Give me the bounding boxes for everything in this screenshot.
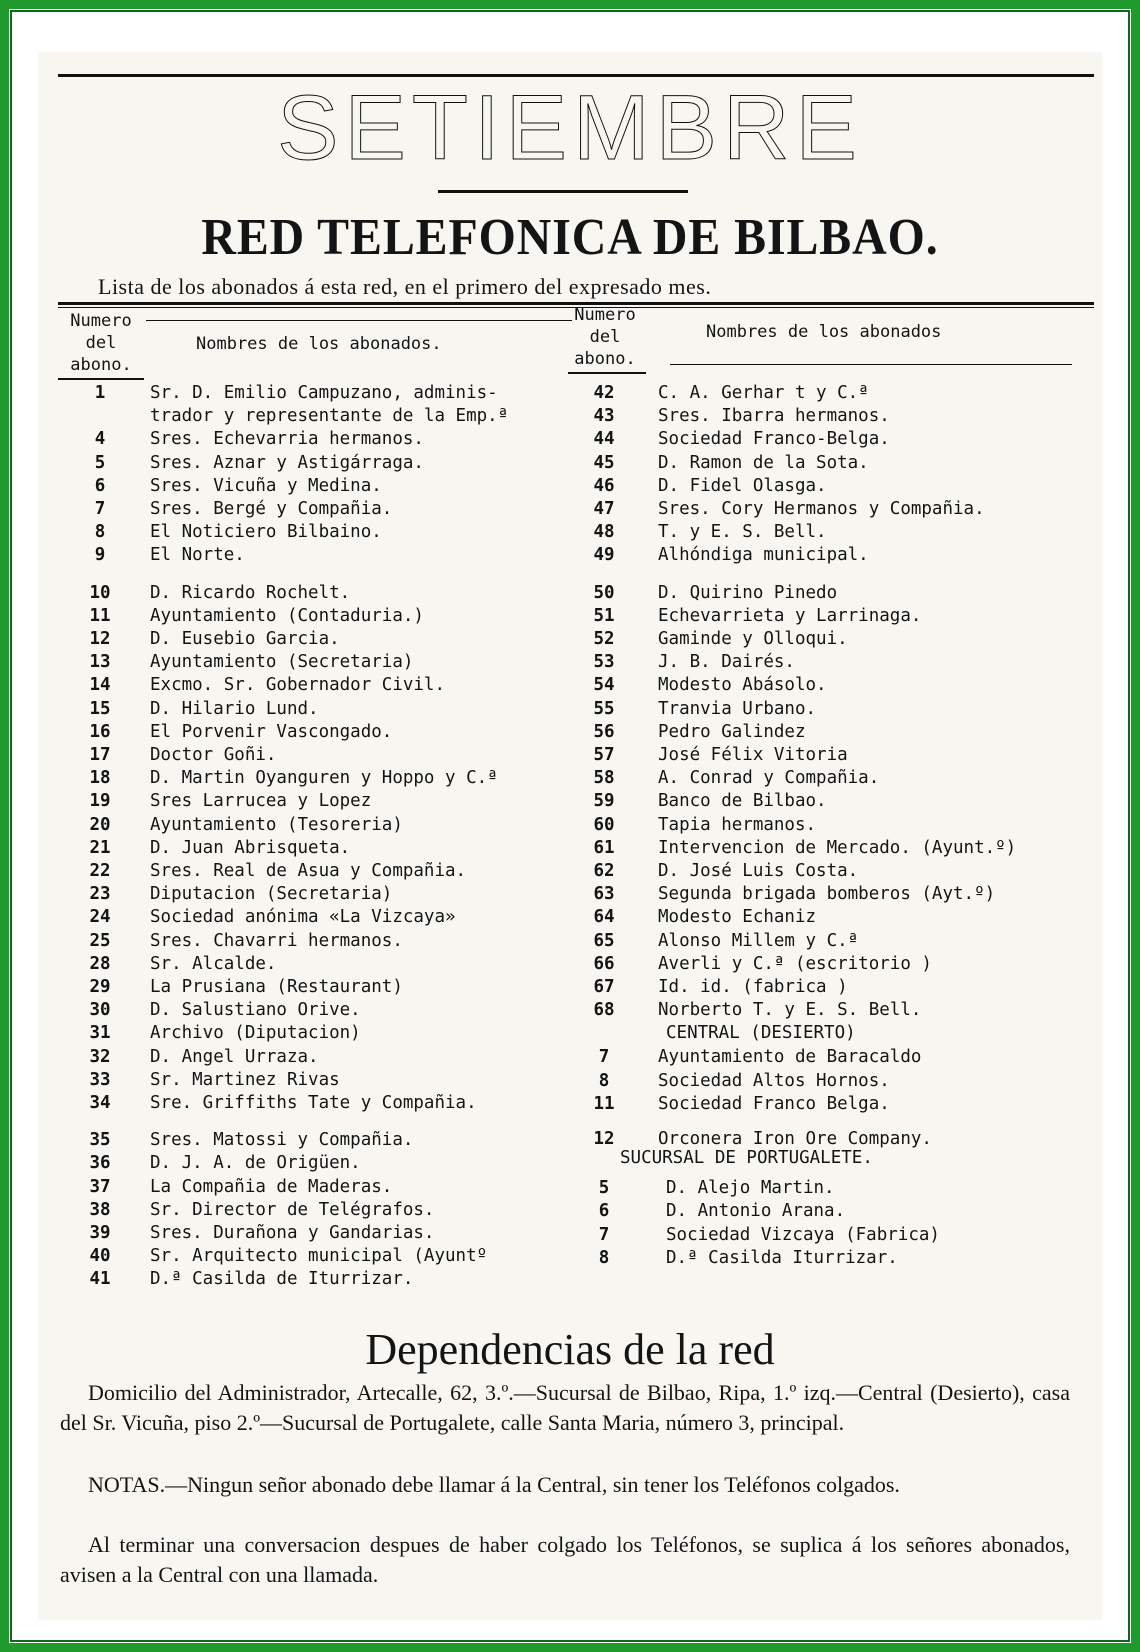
- abono-number: 43: [593, 406, 615, 427]
- notas-text: NOTAS.—Ningun señor abonado debe llamar á la Central, sin tener los Teléfonos colgados.: [88, 1472, 900, 1497]
- abono-number: 12: [593, 1129, 615, 1149]
- abonado-name: D. José Luis Costa.: [658, 861, 859, 881]
- abono-number: 61: [593, 837, 615, 858]
- abono-number: 45: [593, 452, 615, 473]
- abonado-name: El Porvenir Vascongado.: [150, 721, 393, 742]
- abono-number: 5: [94, 452, 106, 473]
- abono-number: 25: [89, 930, 111, 951]
- abono-number: 7: [94, 499, 106, 519]
- abonado-name: Tranvia Urbano.: [658, 698, 817, 719]
- abonado-name: D. Juan Abrisqueta.: [150, 837, 351, 858]
- abonado-name: El Norte.: [150, 545, 245, 566]
- abono-number: 24: [89, 907, 111, 928]
- final-text: Al terminar una conversacion despues de haber colgado los Teléfonos, se suplica á los señores abonados, avisen a la Central con una llamada.: [60, 1532, 1070, 1587]
- abono-number: 7: [598, 1047, 610, 1068]
- abonado-name: Doctor Goñi.: [150, 745, 277, 765]
- abonado-name: Sres. Echevarria hermanos.: [150, 429, 424, 450]
- abonado-name: Id. id. (fabrica ): [658, 977, 848, 997]
- abono-number: 4: [94, 429, 106, 450]
- abonado-name: La Prusiana (Restaurant): [150, 977, 403, 997]
- abonado-name: Ayuntamiento de Baracaldo: [658, 1047, 922, 1068]
- abonado-name: Sociedad Vizcaya (Fabrica): [666, 1224, 940, 1245]
- abono-number: 54: [593, 675, 615, 696]
- abonado-name: D. Antonio Arana.: [666, 1201, 846, 1222]
- abonado-name: Tapia hermanos.: [658, 814, 817, 835]
- abono-number: 56: [593, 721, 615, 742]
- abono-number: 12: [89, 629, 111, 649]
- abonado-name: Sres Larrucea y Lopez: [150, 791, 372, 812]
- abono-number: 48: [593, 522, 615, 543]
- abonado-name: Sres. Chavarri hermanos.: [150, 930, 403, 951]
- abonado-name: Sres. Vicuña y Medina.: [150, 475, 382, 496]
- abono-number: 66: [593, 953, 615, 974]
- abono-number: 29: [89, 977, 111, 997]
- abono-number: 55: [593, 698, 615, 719]
- abono-number: 34: [89, 1093, 111, 1113]
- abono-number: 33: [89, 1069, 111, 1090]
- abono-number: 19: [89, 791, 111, 812]
- abono-number: 6: [598, 1201, 610, 1222]
- abonado-name: D. Angel Urraza.: [150, 1046, 319, 1067]
- abono-number: 8: [94, 522, 106, 543]
- abono-number: 52: [593, 629, 615, 649]
- abonado-name: D. Martin Oyanguren y Hoppo y C.ª: [150, 768, 498, 789]
- abonado-name: Archivo (Diputacion): [150, 1023, 361, 1044]
- abono-number: 28: [89, 953, 111, 974]
- abonado-name: Sres. Aznar y Astigárraga.: [150, 452, 424, 473]
- abonado-name: Orconera Iron Ore Company.: [658, 1129, 932, 1149]
- abono-number: 11: [593, 1093, 615, 1114]
- abono-number: 13: [89, 652, 111, 673]
- abonado-name: trador y representante de la Emp.ª: [150, 406, 509, 427]
- abonado-name: Sre. Griffiths Tate y Compañia.: [150, 1093, 477, 1113]
- abonado-name: Ayuntamiento (Contaduria.): [150, 605, 424, 626]
- abono-number: 30: [89, 1000, 111, 1021]
- abono-number: 41: [89, 1269, 111, 1290]
- abonado-name: Norberto T. y E. S. Bell.: [658, 1000, 922, 1021]
- abono-number: 60: [593, 814, 615, 835]
- right-num-header: Numero del abono.: [574, 305, 636, 369]
- abonado-name: Sr. Martinez Rivas: [150, 1069, 340, 1090]
- abonado-name: Sres. Cory Hermanos y Compañia.: [658, 499, 985, 519]
- abono-number: 16: [89, 721, 111, 742]
- abonado-name: D. Salustiano Orive.: [150, 1000, 361, 1021]
- abono-number: 32: [89, 1046, 111, 1067]
- abono-number: 46: [593, 475, 615, 496]
- abono-number: 18: [89, 768, 111, 789]
- abonado-name: D. Alejo Martin.: [666, 1178, 835, 1199]
- abono-number: 67: [593, 977, 615, 997]
- abonado-name: Sres. Real de Asua y Compañia.: [150, 861, 467, 881]
- abonado-name: Sociedad Franco Belga.: [658, 1093, 890, 1114]
- left-num-header: Numero del abono.: [70, 311, 132, 375]
- abonado-name: Ayuntamiento (Secretaria): [150, 652, 414, 673]
- abonado-name: T. y E. S. Bell.: [658, 522, 827, 543]
- abono-number: 10: [89, 582, 111, 603]
- newspaper-clipping: [38, 52, 1102, 1620]
- abonado-name: Sociedad Altos Hornos.: [658, 1070, 890, 1091]
- abonado-name: Ayuntamiento (Tesoreria): [150, 814, 403, 835]
- abono-number: 59: [593, 791, 615, 812]
- abono-number: 5: [598, 1178, 610, 1199]
- abono-number: 6: [94, 475, 106, 496]
- abono-number: 51: [593, 605, 615, 626]
- abonado-name: J. B. Dairés.: [658, 652, 795, 673]
- abono-number: 58: [593, 768, 615, 789]
- abonado-name: D.ª Casilda de Iturrizar.: [150, 1269, 414, 1290]
- abono-number: 57: [593, 745, 615, 765]
- abonado-name: Excmo. Sr. Gobernador Civil.: [150, 675, 446, 696]
- abonado-name: D.ª Casilda Iturrizar.: [666, 1247, 898, 1268]
- dependencias-title: Dependencias de la red: [365, 1325, 775, 1374]
- abono-number: 63: [593, 884, 615, 905]
- abono-number: 14: [89, 675, 111, 696]
- intro-line: Lista de los abonados á esta red, en el primero del expresado mes.: [98, 274, 712, 299]
- abonado-name: A. Conrad y Compañia.: [658, 768, 880, 789]
- abono-number: 21: [89, 837, 111, 858]
- abono-number: 47: [593, 499, 615, 519]
- abonado-name: Sr. Arquitecto municipal (Ayuntº: [150, 1246, 488, 1267]
- abonado-name: Segunda brigada bomberos (Ayt.º): [658, 884, 996, 905]
- abono-number: 36: [89, 1153, 111, 1174]
- abonado-name: La Compañia de Maderas.: [150, 1176, 393, 1197]
- abonado-name: Pedro Galindez: [658, 721, 806, 742]
- right-name-header: Nombres de los abonados: [706, 322, 942, 342]
- central-heading: CENTRAL (DESIERTO): [666, 1023, 856, 1044]
- abono-number: 17: [89, 745, 111, 765]
- right-name-underline: [670, 364, 1072, 365]
- title-underline: [438, 190, 688, 193]
- abono-number: 68: [593, 1000, 615, 1021]
- abono-number: 50: [593, 582, 615, 603]
- right-num-underline: [568, 372, 646, 374]
- abono-number: 53: [593, 652, 615, 673]
- abonado-name: D. J. A. de Origüen.: [150, 1153, 361, 1174]
- left-name-overline: [146, 320, 572, 321]
- subtitle: RED TELEFONICA DE BILBAO.: [201, 209, 939, 266]
- abonado-name: Sres. Matossi y Compañia.: [150, 1130, 414, 1151]
- abono-number: 7: [598, 1224, 610, 1245]
- abonado-name: Banco de Bilbao.: [658, 791, 827, 812]
- abonado-name: Sr. D. Emilio Campuzano, adminis-: [150, 383, 498, 403]
- abonado-name: Modesto Echaniz: [658, 907, 817, 928]
- abono-number: 31: [89, 1023, 111, 1044]
- abonado-name: Sres. Bergé y Compañia.: [150, 499, 393, 519]
- abonado-name: Gaminde y Olloqui.: [658, 629, 848, 649]
- abonado-name: D. Fidel Olasga.: [658, 475, 827, 496]
- abonado-name: José Félix Vitoria: [658, 745, 848, 765]
- abono-number: 22: [89, 861, 111, 881]
- abono-number: 65: [593, 930, 615, 951]
- left-num-underline: [58, 378, 144, 380]
- abono-number: 49: [593, 545, 615, 566]
- abonado-name: Alhóndiga municipal.: [658, 545, 869, 566]
- abonado-name: D. Hilario Lund.: [150, 698, 319, 719]
- abonado-name: D. Quirino Pinedo: [658, 582, 838, 603]
- abono-number: 15: [89, 698, 111, 719]
- abonado-name: C. A. Gerhar t y C.ª: [658, 383, 869, 403]
- abonado-name: D. Ricardo Rochelt.: [150, 582, 351, 603]
- abono-number: 42: [593, 383, 615, 403]
- abonado-name: Echevarrieta y Larrinaga.: [658, 605, 922, 626]
- dependencias-text: Domicilio del Administrador, Artecalle, 62, 3.º.—Sucursal de Bilbao, Ripa, 1.º izq.—Central (Desierto), casa del Sr. Vicuña, piso 2.º—Sucursal de Portugalete, calle Santa Maria, número 3, principal.: [60, 1380, 1070, 1435]
- left-name-header: Nombres de los abonados.: [196, 334, 442, 354]
- abono-number: 40: [89, 1246, 111, 1267]
- abonado-name: Alonso Millem y C.ª: [658, 930, 859, 951]
- abonado-name: Averli y C.ª (escritorio ): [658, 953, 932, 974]
- abono-number: 37: [89, 1176, 111, 1197]
- abonado-name: Diputacion (Secretaria): [150, 884, 393, 905]
- abonado-name: Sres. Durañona y Gandarias.: [150, 1223, 435, 1243]
- abono-number: 8: [598, 1070, 610, 1091]
- abono-number: 1: [94, 383, 106, 403]
- abono-number: 9: [94, 545, 106, 566]
- abono-number: 62: [593, 861, 615, 881]
- abono-number: 11: [89, 605, 111, 626]
- abonado-name: Sr. Alcalde.: [150, 953, 277, 974]
- portugalete-heading: SUCURSAL DE PORTUGALETE.: [620, 1148, 873, 1169]
- abonado-name: Intervencion de Mercado. (Ayunt.º): [658, 837, 1017, 858]
- abono-number: 44: [593, 429, 615, 450]
- abono-number: 39: [89, 1223, 111, 1243]
- abono-number: 23: [89, 884, 111, 905]
- abono-number: 35: [89, 1130, 111, 1151]
- abonado-name: El Noticiero Bilbaino.: [150, 522, 382, 543]
- page-title: SETIEMBRE: [277, 77, 863, 179]
- abonado-name: Sociedad Franco-Belga.: [658, 429, 890, 450]
- abonado-name: Sres. Ibarra hermanos.: [658, 406, 890, 427]
- abono-number: 64: [593, 907, 615, 928]
- abonado-name: Sociedad anónima «La Vizcaya»: [150, 907, 456, 928]
- abono-number: 20: [89, 814, 111, 835]
- abono-number: 38: [89, 1199, 111, 1220]
- abonado-name: Modesto Abásolo.: [658, 675, 827, 696]
- abonado-name: D. Eusebio Garcia.: [150, 629, 340, 649]
- abonado-name: Sr. Director de Telégrafos.: [150, 1199, 435, 1220]
- abono-number: 8: [598, 1247, 610, 1268]
- abonado-name: D. Ramon de la Sota.: [658, 452, 869, 473]
